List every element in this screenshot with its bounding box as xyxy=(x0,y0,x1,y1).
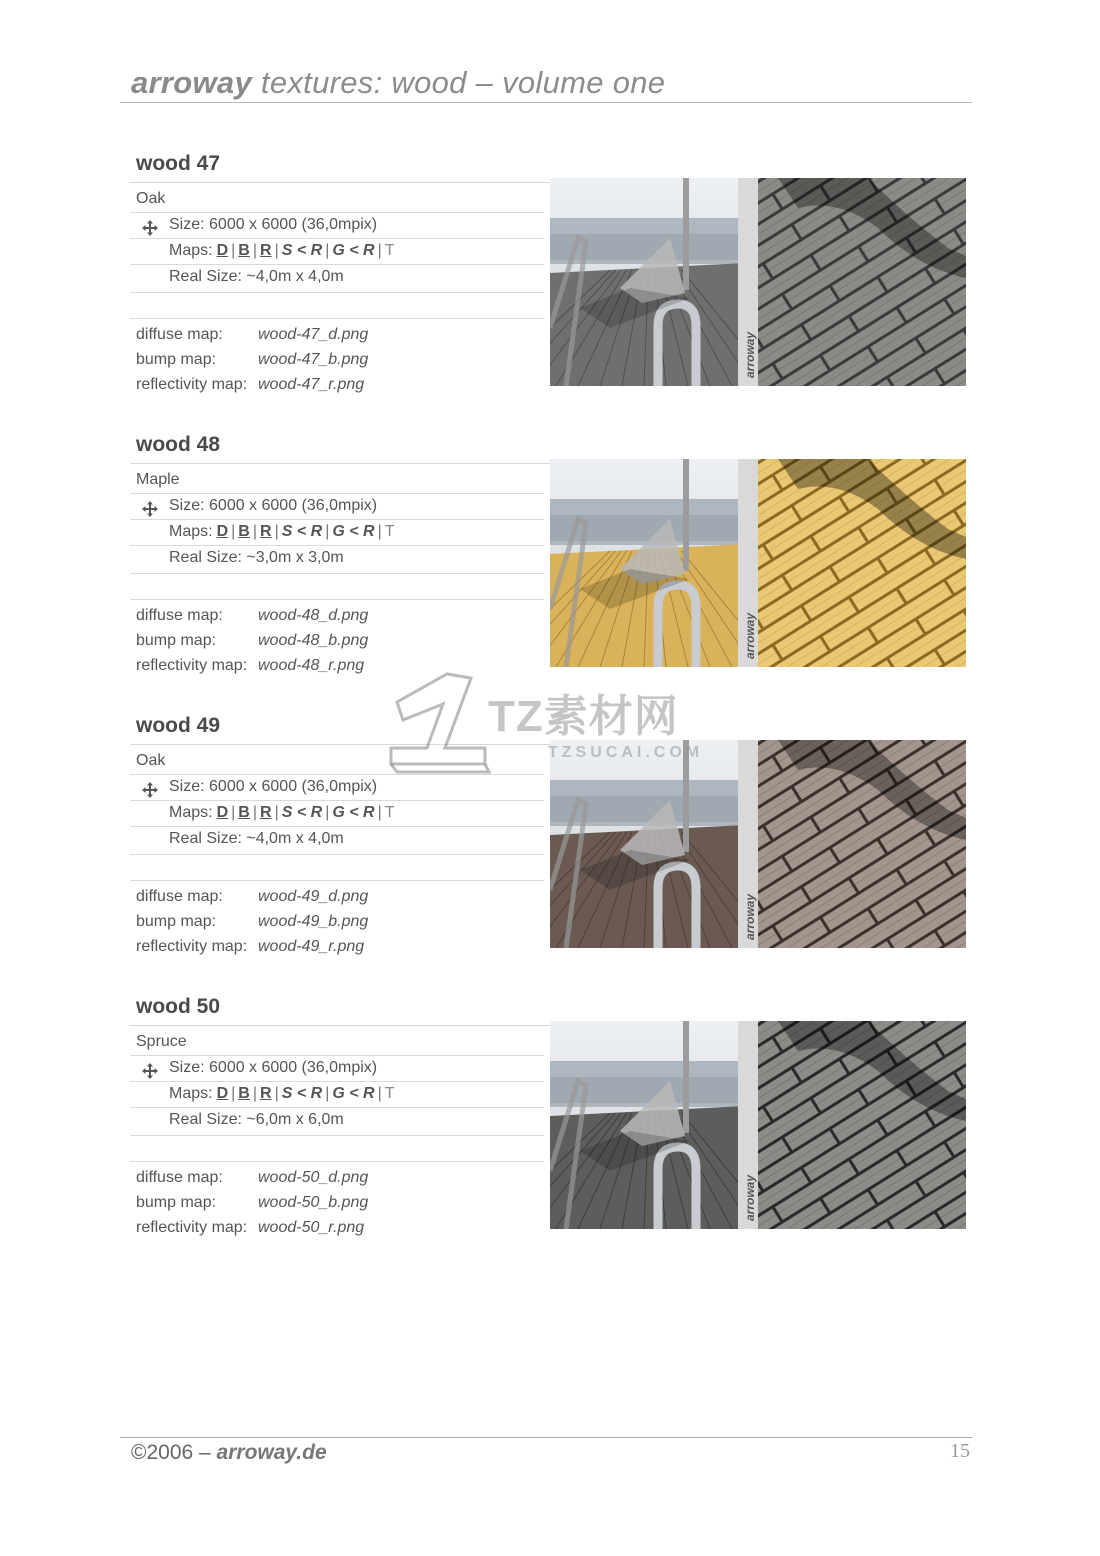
reflectivity-map-label: reflectivity map: xyxy=(136,657,248,674)
reflectivity-map-label: reflectivity map: xyxy=(136,376,248,393)
page-footer xyxy=(120,1437,972,1478)
row-divider xyxy=(130,519,544,520)
texture-entry xyxy=(130,433,970,673)
row-divider xyxy=(130,854,544,855)
size-spec: Size: 6000 x 6000 (36,0mpix) xyxy=(169,1059,378,1076)
row-divider xyxy=(130,800,544,801)
diffuse-map-file: wood-47_d.png xyxy=(258,326,369,343)
map-gr-label: G < R xyxy=(332,242,375,259)
maps-list xyxy=(169,804,395,822)
texture-entry xyxy=(130,152,970,392)
terrace-render-graphic xyxy=(550,1021,758,1229)
map-separator: | xyxy=(231,242,236,259)
map-gr-label: G < R xyxy=(332,523,375,540)
map-separator: | xyxy=(377,242,382,259)
map-separator: | xyxy=(274,804,279,821)
maps-label: Maps: xyxy=(169,804,213,821)
render-preview-image xyxy=(550,178,758,386)
map-separator: | xyxy=(274,523,279,540)
row-divider xyxy=(130,1081,544,1082)
diffuse-map-label: diffuse map: xyxy=(136,326,223,343)
diffuse-map-file: wood-48_d.png xyxy=(258,607,369,624)
row-divider xyxy=(130,1135,544,1136)
row-divider xyxy=(130,1107,544,1108)
map-t-label: T xyxy=(384,1085,395,1102)
row-divider xyxy=(130,238,544,239)
real-size-spec: Real Size: ~6,0m x 6,0m xyxy=(169,1111,344,1128)
row-divider xyxy=(130,826,544,827)
bump-map-file: wood-49_b.png xyxy=(258,913,369,930)
wood-species: Maple xyxy=(136,471,180,488)
map-separator: | xyxy=(252,242,258,259)
diffuse-map-label: diffuse map: xyxy=(136,888,223,905)
map-d-link[interactable]: D xyxy=(216,1085,229,1102)
render-preview-image xyxy=(550,459,758,667)
watermark-logo-icon xyxy=(385,668,495,778)
map-d-link[interactable]: D xyxy=(216,242,229,259)
texture-title: wood 50 xyxy=(136,995,221,1018)
wood-species: Spruce xyxy=(136,1033,187,1050)
footer-copyright xyxy=(131,1441,327,1465)
map-t-label: T xyxy=(384,242,395,259)
map-b-link[interactable]: B xyxy=(238,804,250,821)
texture-title: wood 48 xyxy=(136,433,221,456)
header-title-rest: textures: wood – volume one xyxy=(252,65,666,100)
map-sr-label: S < R xyxy=(281,523,323,540)
row-divider xyxy=(130,545,544,546)
map-separator: | xyxy=(325,242,330,259)
map-t-label: T xyxy=(384,804,395,821)
watermark-text: TZ素材网 xyxy=(488,692,679,741)
row-divider xyxy=(130,1161,544,1162)
map-separator: | xyxy=(377,523,382,540)
texture-entry xyxy=(130,995,970,1235)
map-separator: | xyxy=(231,1085,236,1102)
texture-sample-image xyxy=(758,740,966,948)
map-b-link[interactable]: B xyxy=(238,523,250,540)
image-caption: arroway xyxy=(743,612,757,659)
map-d-link[interactable]: D xyxy=(216,523,229,540)
map-separator: | xyxy=(377,1085,382,1102)
wood-species: Oak xyxy=(136,190,166,207)
move-icon xyxy=(142,220,158,236)
maps-list xyxy=(169,1085,395,1103)
map-b-link[interactable]: B xyxy=(238,1085,250,1102)
real-size-spec: Real Size: ~4,0m x 4,0m xyxy=(169,268,344,285)
map-sr-label: S < R xyxy=(281,804,323,821)
diffuse-map-label: diffuse map: xyxy=(136,607,223,624)
header-title xyxy=(131,65,665,101)
map-gr-label: G < R xyxy=(332,1085,375,1102)
terrace-render-graphic xyxy=(550,459,758,667)
image-caption: arroway xyxy=(743,1174,757,1221)
bump-map-label: bump map: xyxy=(136,1194,217,1211)
reflectivity-map-label: reflectivity map: xyxy=(136,938,248,955)
map-t-label: T xyxy=(384,523,395,540)
map-separator: | xyxy=(274,242,279,259)
maps-label: Maps: xyxy=(169,523,213,540)
image-caption: arroway xyxy=(743,331,757,378)
page-header xyxy=(120,62,972,103)
map-separator: | xyxy=(274,1085,279,1102)
watermark-url: TZSUCAI.COM xyxy=(548,744,704,761)
page-number: 15 xyxy=(950,1440,970,1462)
size-spec: Size: 6000 x 6000 (36,0mpix) xyxy=(169,778,378,795)
render-preview-image xyxy=(550,1021,758,1229)
reflectivity-map-file: wood-50_r.png xyxy=(258,1219,365,1236)
row-divider xyxy=(130,264,544,265)
texture-sample-image xyxy=(758,459,966,667)
header-brand: arroway xyxy=(131,65,252,100)
wood-plank-texture-graphic xyxy=(758,459,966,667)
row-divider xyxy=(130,1055,544,1056)
wood-species: Oak xyxy=(136,752,166,769)
bump-map-label: bump map: xyxy=(136,632,217,649)
map-gr-label: G < R xyxy=(332,804,375,821)
move-icon xyxy=(142,501,158,517)
maps-list xyxy=(169,242,395,260)
diffuse-map-file: wood-49_d.png xyxy=(258,888,369,905)
row-divider xyxy=(130,292,544,293)
row-divider xyxy=(130,493,544,494)
footer-brand: arroway.de xyxy=(216,1441,327,1464)
bump-map-label: bump map: xyxy=(136,351,217,368)
map-separator: | xyxy=(231,523,236,540)
size-spec: Size: 6000 x 6000 (36,0mpix) xyxy=(169,497,378,514)
watermark xyxy=(385,668,725,778)
row-divider xyxy=(130,880,544,881)
map-sr-label: S < R xyxy=(281,242,323,259)
texture-title: wood 49 xyxy=(136,714,221,737)
bump-map-file: wood-50_b.png xyxy=(258,1194,369,1211)
maps-label: Maps: xyxy=(169,1085,213,1102)
map-separator: | xyxy=(252,1085,258,1102)
bump-map-file: wood-48_b.png xyxy=(258,632,369,649)
map-separator: | xyxy=(325,804,330,821)
move-icon xyxy=(142,782,158,798)
texture-sample-image xyxy=(758,178,966,386)
size-spec: Size: 6000 x 6000 (36,0mpix) xyxy=(169,216,378,233)
texture-title: wood 47 xyxy=(136,152,221,175)
row-divider xyxy=(130,573,544,574)
wood-plank-texture-graphic xyxy=(758,178,966,386)
image-caption: arroway xyxy=(743,893,757,940)
reflectivity-map-file: wood-48_r.png xyxy=(258,657,365,674)
map-r-link[interactable]: R xyxy=(260,1085,272,1102)
map-separator: | xyxy=(252,804,258,821)
map-r-link[interactable]: R xyxy=(260,523,272,540)
map-separator: | xyxy=(377,804,382,821)
map-separator: | xyxy=(325,523,330,540)
maps-label: Maps: xyxy=(169,242,213,259)
move-icon xyxy=(142,1063,158,1079)
terrace-render-graphic xyxy=(550,178,758,386)
wood-plank-texture-graphic xyxy=(758,1021,966,1229)
bump-map-label: bump map: xyxy=(136,913,217,930)
diffuse-map-file: wood-50_d.png xyxy=(258,1169,369,1186)
real-size-spec: Real Size: ~4,0m x 4,0m xyxy=(169,830,344,847)
diffuse-map-label: diffuse map: xyxy=(136,1169,223,1186)
row-divider xyxy=(130,212,544,213)
maps-list xyxy=(169,523,395,541)
wood-plank-texture-graphic xyxy=(758,740,966,948)
map-r-link[interactable]: R xyxy=(260,804,272,821)
bump-map-file: wood-47_b.png xyxy=(258,351,369,368)
reflectivity-map-file: wood-49_r.png xyxy=(258,938,365,955)
reflectivity-map-label: reflectivity map: xyxy=(136,1219,248,1236)
map-r-link[interactable]: R xyxy=(260,242,272,259)
map-separator: | xyxy=(252,523,258,540)
row-divider xyxy=(130,599,544,600)
texture-sample-image xyxy=(758,1021,966,1229)
map-separator: | xyxy=(231,804,236,821)
row-divider xyxy=(130,318,544,319)
copyright-text: ©2006 – xyxy=(131,1441,217,1464)
map-b-link[interactable]: B xyxy=(238,242,250,259)
real-size-spec: Real Size: ~3,0m x 3,0m xyxy=(169,549,344,566)
map-d-link[interactable]: D xyxy=(216,804,229,821)
map-sr-label: S < R xyxy=(281,1085,323,1102)
reflectivity-map-file: wood-47_r.png xyxy=(258,376,365,393)
map-separator: | xyxy=(325,1085,330,1102)
